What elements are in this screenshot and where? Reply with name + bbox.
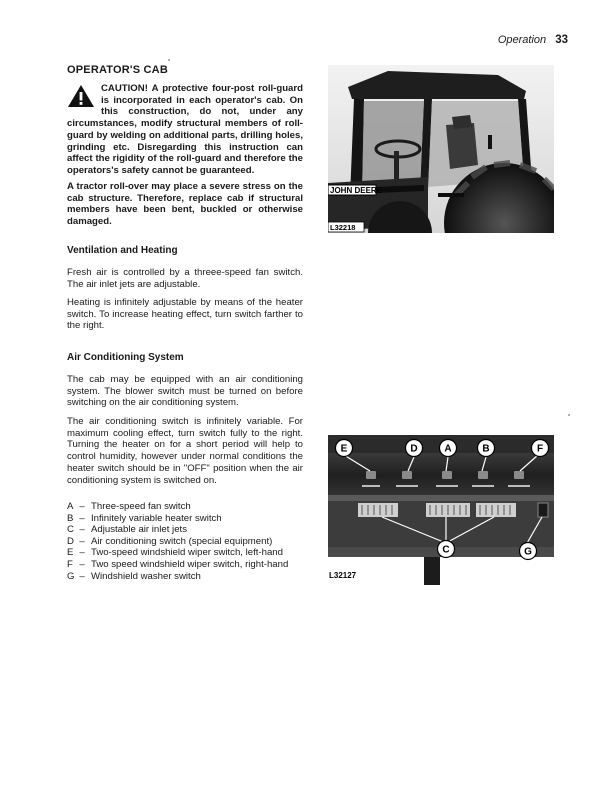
air-conditioning-heading: Air Conditioning System xyxy=(67,352,184,363)
ventilation-paragraph-1: Fresh air is controlled by a threee-speed fan switch. The air inlet jets are adjustable. xyxy=(67,267,303,290)
callout-label-c: C xyxy=(442,544,450,556)
ventilation-heading: Ventilation and Heating xyxy=(67,245,178,256)
legend-list xyxy=(67,501,303,582)
legend-item: B – Infinitely variable heater switch xyxy=(67,512,222,524)
figure-1-caption: L32218 xyxy=(330,223,356,232)
rollover-warning: A tractor roll-over may place a severe stress on the cab structure. Therefore, replace cab if structural members have been bent, buckled or otherwise damaged. xyxy=(67,181,303,228)
ventilation-paragraph-2: Heating is infinitely adjustable by means of the heater switch. To increase heating effect, turn switch farther to the right. xyxy=(67,297,303,332)
callout-label-e: E xyxy=(340,443,348,455)
page-heading: OPERATOR'S CAB xyxy=(67,64,168,76)
legend-item: D – Air conditioning switch (special equipment) xyxy=(67,535,273,547)
air-inlet-jets xyxy=(358,503,516,517)
page-header xyxy=(498,34,568,46)
scan-speck xyxy=(568,414,570,416)
air-conditioning-paragraph-1: The cab may be equipped with an air conditioning system. The blower switch must be turned on before switching on the air conditioning system. xyxy=(67,374,303,409)
page-number: 33 xyxy=(555,34,568,46)
callout-label-g: G xyxy=(524,546,532,558)
scan-speck xyxy=(168,59,170,61)
legend-item: G – Windshield washer switch xyxy=(67,570,201,582)
caution-text: CAUTION! A protective four-post roll-guard is incorporated in each operator's cab. On this construction, do not, under any circumstances, modify structural members of roll-guard by welding on additional parts, drilling holes, grinding etc. Disregarding this instruction can affect the rigidity of the roll-guard and therefore the operators's safety cannot be guaranteed. xyxy=(67,83,303,176)
tractor-cab-photo xyxy=(328,65,554,233)
callout-label-f: F xyxy=(536,443,544,455)
callout-label-d: D xyxy=(410,443,418,455)
legend-item: F – Two speed windshield wiper switch, right-hand xyxy=(67,558,289,570)
section-title: Operation xyxy=(497,34,547,46)
legend-item: C – Adjustable air inlet jets xyxy=(67,524,187,536)
warning-triangle-icon xyxy=(67,84,95,108)
control-panel-photo xyxy=(328,435,554,585)
figure-2-caption: L32127 xyxy=(329,571,357,580)
legend-item: E – Two-speed windshield wiper switch, left-hand xyxy=(67,547,283,559)
callout-label-b: B xyxy=(482,443,490,455)
callout-label-a: A xyxy=(444,443,452,455)
legend-item: A – Three-speed fan switch xyxy=(67,501,191,512)
caution-block xyxy=(67,83,303,177)
air-conditioning-paragraph-2: The air conditioning switch is infinitely variable. For maximum cooling effect, turn switch fully to the right. Turning the heater on for a short period will help to control humidity, however under normal conditions the heater switch should be in "OFF" position when the air conditioning system is switched on. xyxy=(67,416,303,486)
brand-text: JOHN DEERE xyxy=(330,186,383,195)
